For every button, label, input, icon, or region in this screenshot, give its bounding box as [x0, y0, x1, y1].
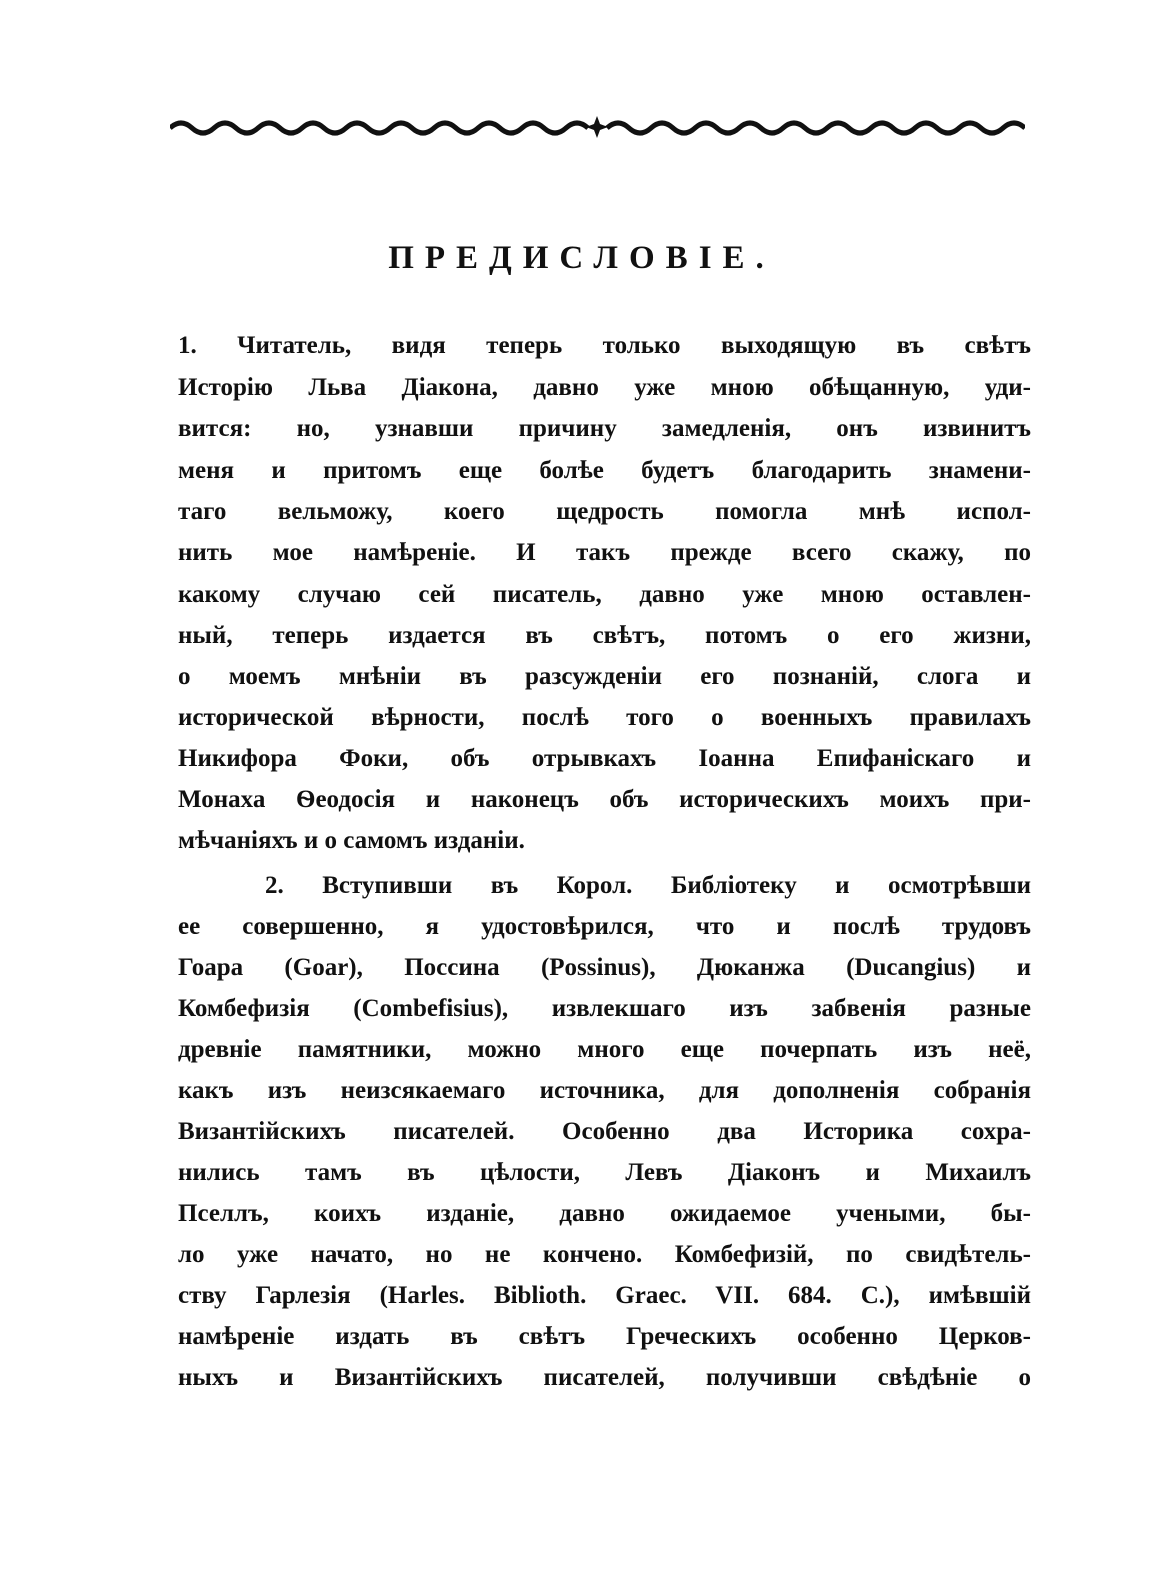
page-title: ПРЕДИСЛОВІЕ.: [388, 240, 775, 276]
text-line: исторической вѣрности, послѣ того о военныхъ правилахъ: [178, 704, 1031, 731]
text-line: Комбефизія (Combefisius), извлекшаго изъ забвенія разные: [178, 995, 1031, 1022]
text-line: о моемъ мнѣніи въ разсужденіи его познаній, слога и: [178, 663, 1031, 690]
text-line: ный, теперь издается въ свѣтъ, потомъ о его жизни,: [178, 622, 1031, 649]
text-line: Пселлъ, коихъ изданіе, давно ожидаемое учеными, бы-: [178, 1200, 1031, 1227]
text-line: Никифора Фоки, объ отрывкахъ Іоанна Епифаніскаго и: [178, 745, 1031, 772]
text-line: намѣреніе издать въ свѣтъ Греческихъ особенно Церков-: [178, 1323, 1031, 1350]
text-line: ее совершенно, я удостовѣрился, что и послѣ трудовъ: [178, 913, 1031, 940]
text-line: ству Гарлезія (Harles. Biblioth. Graec. VII. 684. C.), имѣвшій: [178, 1282, 1031, 1309]
text-line: 1. Читатель, видя теперь только выходящую въ свѣтъ: [178, 332, 1031, 359]
text-line: Монаха Ѳеодосія и наконецъ объ историческихъ моихъ при-: [178, 786, 1031, 813]
text-line: мѣчаніяхъ и о самомъ изданіи.: [178, 827, 525, 854]
star-icon: [586, 116, 608, 138]
text-line: ло уже начато, но не кончено. Комбефизій, по свидѣтель-: [178, 1241, 1031, 1268]
text-line: 2. Вступивши въ Корол. Библіотеку и осмотрѣвши: [265, 872, 1031, 899]
text-line: вится: но, узнавши причину замедленія, онъ извинитъ: [178, 415, 1031, 442]
text-line: какому случаю сей писатель, давно уже мною оставлен-: [178, 581, 1031, 608]
text-line: таго вельможу, коего щедрость помогла мнѣ испол-: [178, 498, 1031, 525]
wave-ornament-icon: [170, 112, 1025, 140]
text-line: какъ изъ неизсякаемаго источника, для дополненія собранія: [178, 1077, 1031, 1104]
text-line: Византійскихъ писателей. Особенно два Историка сохра-: [178, 1118, 1031, 1145]
text-line: ныхъ и Византійскихъ писателей, получивши свѣдѣніе о: [178, 1364, 1031, 1391]
text-line: нились тамъ въ цѣлости, Левъ Діаконъ и Михаилъ: [178, 1159, 1031, 1186]
text-line: меня и притомъ еще болѣе будетъ благодарить знамени-: [178, 457, 1031, 484]
text-line: древніе памятники, можно много еще почерпать изъ неё,: [178, 1036, 1031, 1063]
text-line: нить мое намѣреніе. И такъ прежде всего скажу, по: [178, 539, 1031, 566]
text-line: Гоара (Goar), Поссина (Possinus), Дюканжа (Ducangius) и: [178, 954, 1031, 981]
text-line: Исторію Льва Діакона, давно уже мною обѣщанную, уди-: [178, 374, 1031, 401]
